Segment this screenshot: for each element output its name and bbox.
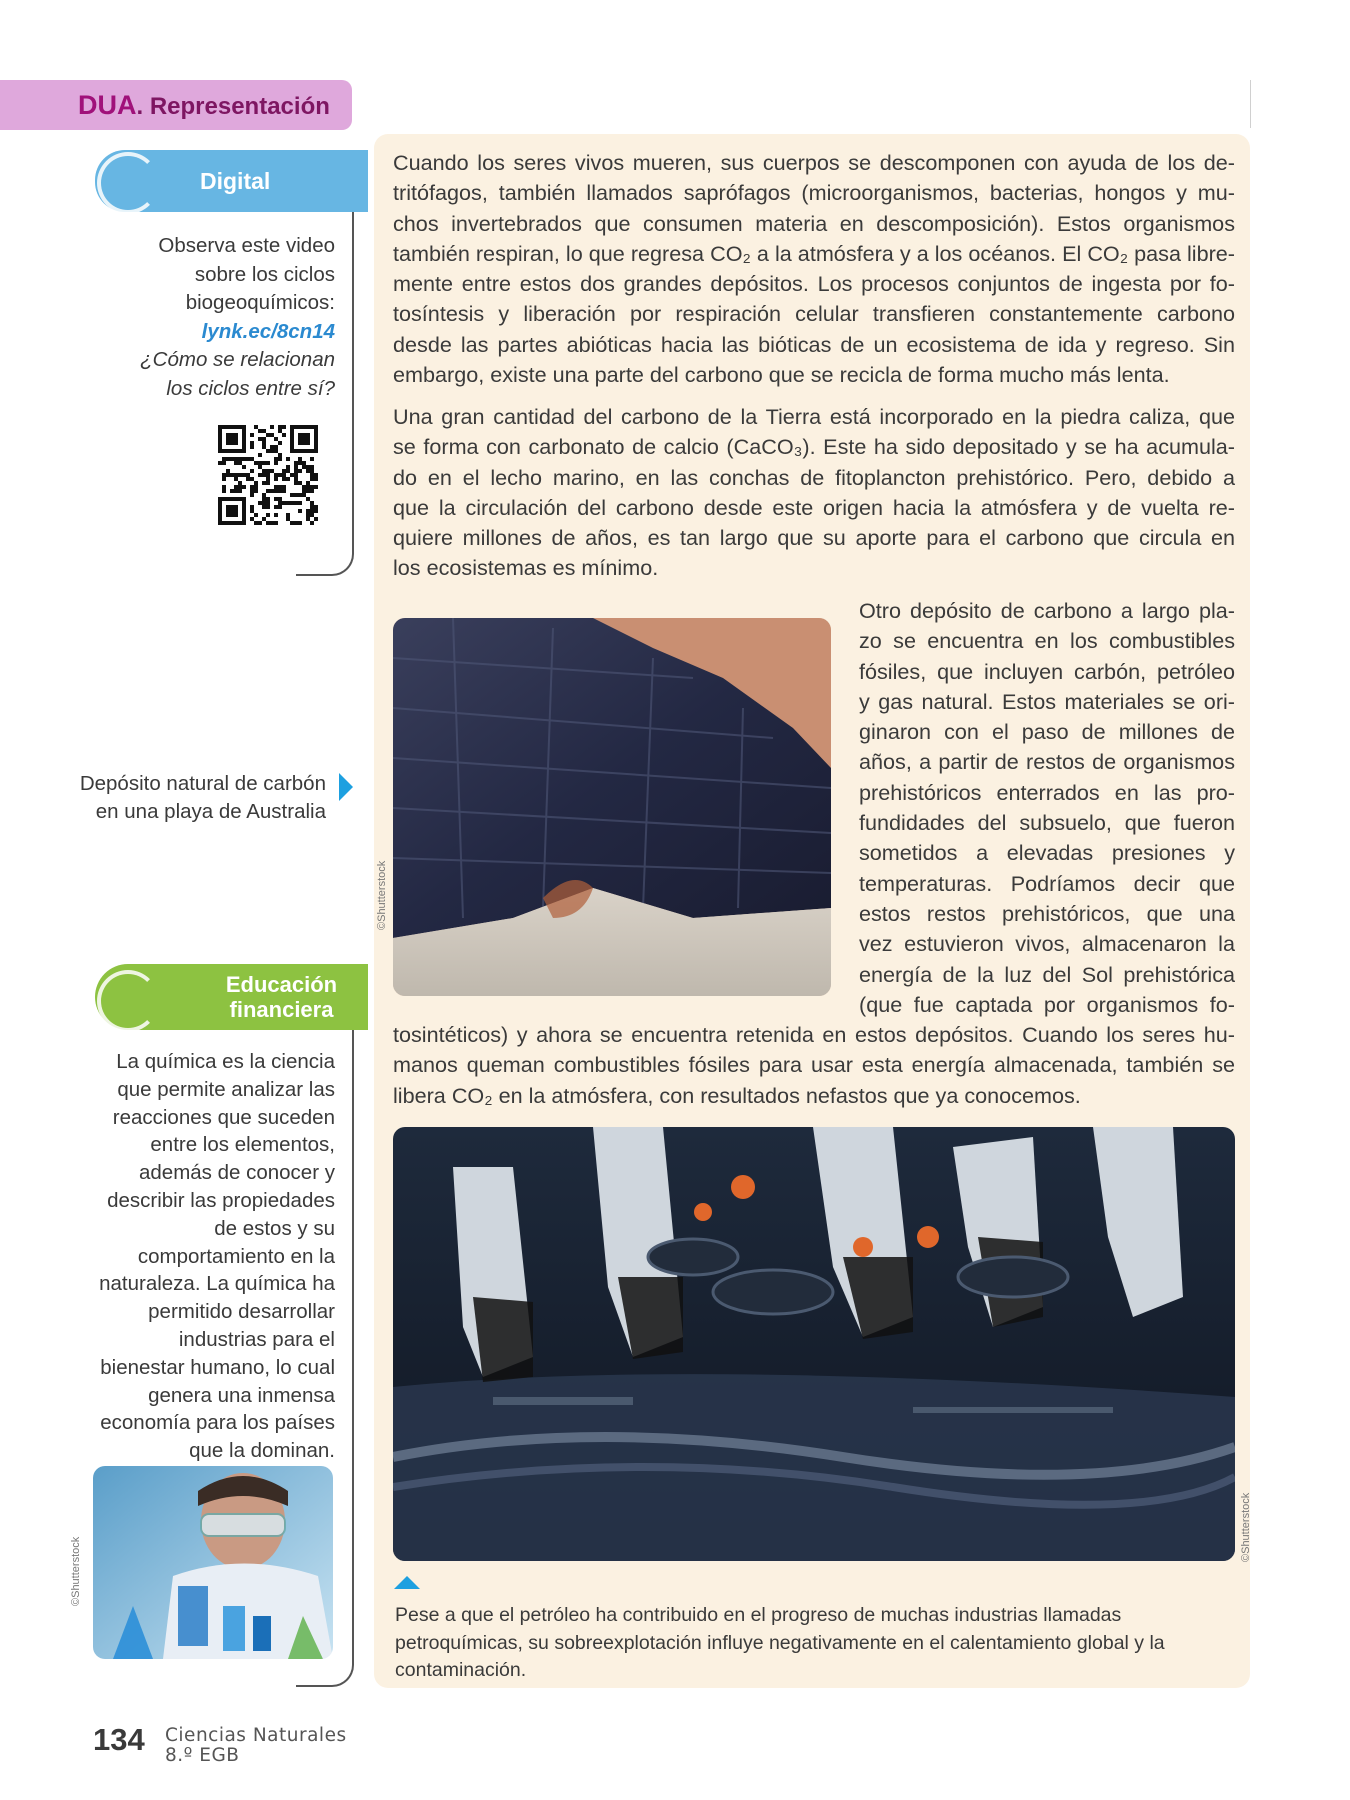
- text-line: naturaleza. La química ha: [99, 1272, 335, 1296]
- text-line: temperaturas. Podríamos decir que: [859, 870, 1235, 896]
- paragraph-3-narrow: [859, 596, 1235, 1020]
- text-line: (que fue captada por organismos fo-: [859, 991, 1235, 1017]
- text-line: zo se encuentra en los combustibles: [859, 628, 1235, 654]
- text-line: chos invertebrados que consumen materia en descomposición). Estos organismos: [393, 210, 1235, 236]
- paragraph-1: [393, 148, 1235, 390]
- text-line: vez estuvieron vivos, almacenaron la: [859, 931, 1235, 957]
- text-line: comportamiento en la: [137, 1244, 335, 1268]
- text-line: los ecosistemas es mínimo.: [393, 555, 659, 581]
- text-line: mente entre estos dos grandes depósitos. Los procesos conjuntos de ingesta por fo-: [393, 271, 1235, 297]
- dua-label: DUA: [78, 90, 137, 120]
- arrow-up-icon: [394, 1576, 420, 1589]
- photo-credit: ©Shutterstock: [376, 860, 388, 930]
- text-line: sometidos a elevadas presiones y: [859, 840, 1235, 866]
- text-line: además de conocer y: [138, 1161, 335, 1185]
- text-line: prehistóricos enterrados en las pro-: [859, 779, 1235, 805]
- chemist-photo-image: [93, 1466, 333, 1659]
- text-line: permitido desarrollar: [148, 1300, 335, 1324]
- text-line: manos queman combustibles fósiles para usar esta energía almacenada, también se: [393, 1052, 1235, 1078]
- text-line: se forma con carbonato de calcio (CaCO₃). Este ha sido depositado y se ha acumula-: [393, 434, 1235, 460]
- text-line: Otro depósito de carbono a largo pla-: [859, 598, 1235, 623]
- footer-grade: 8.º EGB: [165, 1745, 240, 1766]
- digital-title: Digital: [200, 168, 271, 194]
- text-line: ginaron con el paso de millones de: [859, 719, 1235, 745]
- digital-c-icon: [97, 152, 159, 214]
- text-line: reacciones que suceden: [112, 1105, 335, 1129]
- education-text: [80, 1048, 335, 1465]
- text-line: fósiles, que incluyen carbón, petróleo: [859, 658, 1235, 684]
- education-title: Educación: [225, 972, 338, 997]
- coal-caption: [60, 770, 326, 826]
- caption-line: contaminación.: [395, 1659, 527, 1681]
- caption-line: Depósito natural de carbón: [79, 772, 326, 795]
- text-line: do en el lecho marino, en las conchas de fitoplancton prehistórico. Pero, debido a: [393, 464, 1235, 490]
- text-line: estos restos prehistóricos, que una: [859, 900, 1235, 926]
- oil-cleanup-photo: [393, 1127, 1235, 1561]
- education-title: financiera: [229, 997, 334, 1022]
- text-line: Una gran cantidad del carbono de la Tierra está incorporado en la piedra caliza, que: [393, 404, 1235, 429]
- text-line: libera CO₂ en la atmósfera, con resultados nefastos que ya conocemos.: [393, 1082, 1081, 1108]
- arrow-right-icon: [339, 773, 353, 801]
- digital-line: sobre los ciclos: [194, 262, 335, 286]
- text-line: genera una inmensa: [148, 1383, 335, 1407]
- text-line: entre los elementos,: [150, 1133, 335, 1157]
- footer-subject-name: Ciencias Naturales: [165, 1725, 347, 1746]
- chemist-photo: [93, 1466, 333, 1659]
- oil-caption: [395, 1602, 1237, 1685]
- photo-credit: ©Shutterstock: [1240, 1492, 1252, 1562]
- text-line: quiere millones de años, es tan largo que su aporte para el carbono que circula en: [393, 525, 1235, 551]
- digital-question: los ciclos entre sí?: [166, 376, 335, 400]
- text-line: años, a partir de restos de organismos: [859, 749, 1235, 775]
- text-line: que la dominan.: [189, 1439, 335, 1463]
- footer-subject: [165, 1726, 347, 1766]
- text-line: desde las partes abióticas hacia las bióticas de un ecosistema de ida y regreso. Sin: [393, 331, 1235, 357]
- caption-line: Pese a que el petróleo ha contribuido en el progreso de muchas industrias llamadas: [395, 1604, 1122, 1626]
- text-line: que permite analizar las: [117, 1077, 335, 1101]
- text-line: energía de la luz del Sol prehistórica: [859, 961, 1235, 987]
- text-line: Cuando los seres vivos mueren, sus cuerpos se descomponen con ayuda de los de-: [393, 150, 1235, 175]
- text-line: y gas natural. Estos materiales se ori-: [859, 688, 1235, 714]
- digital-line: biogeoquímicos:: [185, 291, 335, 314]
- paragraph-3-wide: [393, 1020, 1235, 1111]
- text-line: embargo, existe una parte del carbono que se recicla de forma mucho más lenta.: [393, 362, 1170, 388]
- video-link[interactable]: lynk.ec/8cn14: [201, 319, 335, 343]
- digital-header: [95, 150, 368, 212]
- qr-code[interactable]: [218, 425, 318, 525]
- coal-photo-image: [393, 618, 831, 996]
- text-line: que la circulación del carbono desde este origen hacia la atmósfera y de vuelta re-: [393, 494, 1235, 520]
- oil-photo-image: [393, 1127, 1235, 1561]
- text-line: de estos y su: [214, 1216, 335, 1240]
- text-line: tosíntesis y liberación por respiración celular transfieren constantemente carbono: [393, 301, 1235, 327]
- text-line: La química es la ciencia: [116, 1050, 335, 1073]
- dua-section: . Representación: [136, 93, 330, 120]
- education-ic-icon: [97, 970, 159, 1032]
- digital-text: [90, 232, 335, 403]
- text-line: tritófagos, también llamados saprófagos (microorganismos, bacterias, hongos y mu-: [393, 180, 1235, 206]
- text-line: fundidades del subsuelo, que fueron: [859, 810, 1235, 836]
- text-line: industrias para el: [178, 1327, 335, 1351]
- paragraph-2: [393, 402, 1235, 584]
- photo-credit: ©Shutterstock: [70, 1536, 82, 1606]
- divider: [1250, 80, 1251, 128]
- text-line: tosintéticos) y ahora se encuentra retenida en estos depósitos. Cuando los seres hu-: [393, 1022, 1235, 1047]
- digital-line: Observa este video: [158, 234, 335, 257]
- caption-line: en una playa de Australia: [95, 800, 326, 823]
- text-line: describir las propiedades: [107, 1188, 335, 1212]
- text-line: bienestar humano, lo cual: [100, 1355, 335, 1379]
- coal-deposit-photo: [393, 618, 831, 996]
- caption-line: petroquímicas, su sobreexplotación influye negativamente en el calentamiento global y la: [395, 1631, 1165, 1654]
- text-line: economía para los países: [100, 1411, 335, 1435]
- dua-header: [0, 80, 352, 130]
- page-number: 134: [93, 1722, 145, 1757]
- education-header: [95, 964, 368, 1030]
- text-line: también respiran, lo que regresa CO₂ a la atmósfera y a los océanos. El CO₂ pasa libre-: [393, 240, 1235, 266]
- digital-question: ¿Cómo se relacionan: [140, 348, 335, 371]
